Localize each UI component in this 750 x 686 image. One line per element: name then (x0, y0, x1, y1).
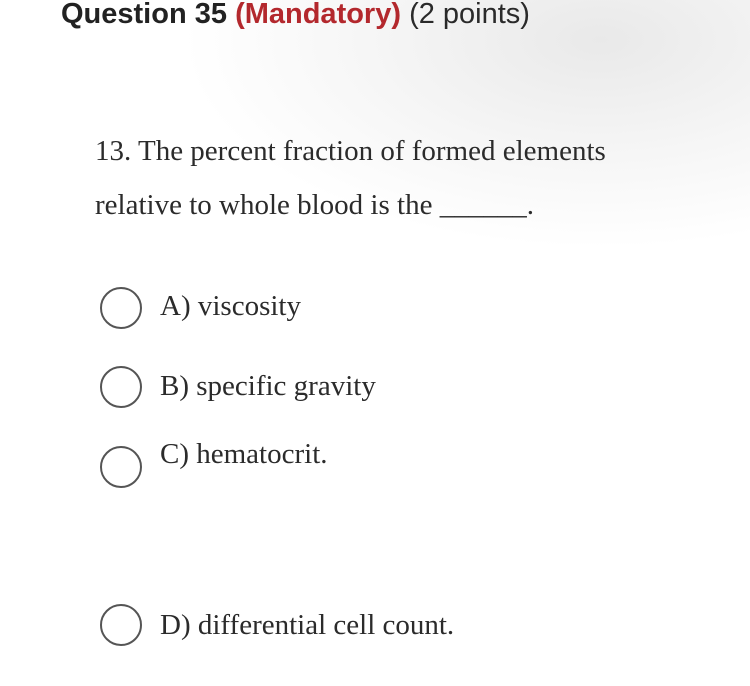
option-b-radio[interactable] (100, 366, 142, 408)
option-a[interactable] (100, 287, 301, 333)
question-number: Question 35 (61, 0, 227, 30)
option-c[interactable] (100, 438, 328, 492)
option-c-label[interactable]: C) hematocrit. (160, 438, 328, 470)
option-d-label[interactable]: D) differential cell count. (160, 609, 455, 641)
option-a-radio[interactable] (100, 287, 142, 329)
option-d-radio[interactable] (100, 604, 142, 646)
option-d[interactable] (100, 604, 454, 650)
option-a-label[interactable]: A) viscosity (160, 290, 301, 322)
question-header (61, 0, 530, 34)
option-b-label[interactable]: B) specific gravity (160, 370, 376, 402)
question-prompt (95, 124, 695, 232)
question-line-2: relative to whole blood is the ______. (95, 189, 534, 221)
question-line-1: 13. The percent fraction of formed elements (95, 135, 606, 167)
option-c-radio[interactable] (100, 446, 142, 488)
points-label: (2 points) (409, 0, 530, 30)
option-b[interactable] (100, 366, 376, 412)
mandatory-badge: (Mandatory) (235, 0, 402, 30)
